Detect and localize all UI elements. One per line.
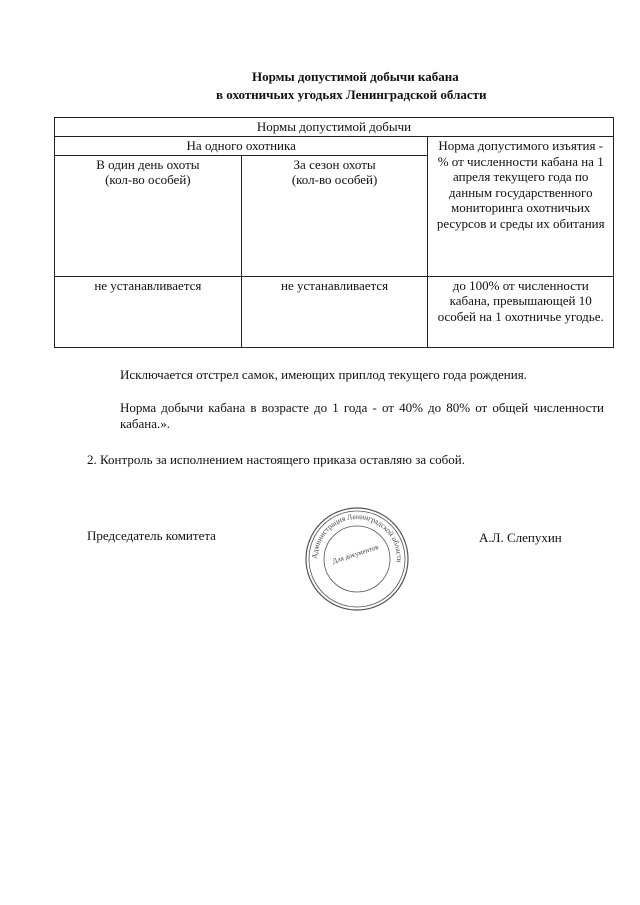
- paragraph-exclusion: Исключается отстрел самок, имеющих приплод текущего года рождения.: [120, 367, 527, 382]
- table-header-per-hunter: На одного охотника: [55, 137, 428, 156]
- document-title-line-2: в охотничьих угодьях Ленинградской области: [216, 87, 487, 102]
- table-header-main: Нормы допустимой добычи: [55, 118, 614, 137]
- table-header-col3: Норма допустимого изъятия - % от численности кабана на 1 апреля текущего года по данным государственного мониторинга охотничьих ресурсов и среды их обитания: [428, 137, 614, 277]
- signature-position: Председатель комитета: [87, 528, 216, 543]
- table-cell-col1: не устанавливается: [55, 276, 242, 347]
- norms-table: [54, 117, 614, 348]
- stamp-center-text: Для документов: [331, 543, 380, 566]
- paragraph-control: 2. Контроль за исполнением настоящего приказа оставляю за собой.: [87, 452, 465, 467]
- table-header-col1: В один день охоты (кол-во особей): [55, 155, 242, 276]
- stamp-ring-text: Администрация Ленинградской области: [309, 511, 405, 563]
- paragraph-young-norm: Норма добычи кабана в возрасте до 1 года - от 40% до 80% от общей численности кабана.».: [120, 400, 604, 431]
- table-header-col2: За сезон охоты (кол-во особей): [241, 155, 428, 276]
- table-cell-col2: не устанавливается: [241, 276, 428, 347]
- signature-name: А.Л. Слепухин: [479, 530, 562, 545]
- document-title-line-1: Нормы допустимой добычи кабана: [252, 69, 459, 84]
- table-cell-col3: до 100% от численности кабана, превышающей 10 особей на 1 охотничье угодье.: [428, 276, 614, 347]
- official-stamp: [304, 506, 410, 612]
